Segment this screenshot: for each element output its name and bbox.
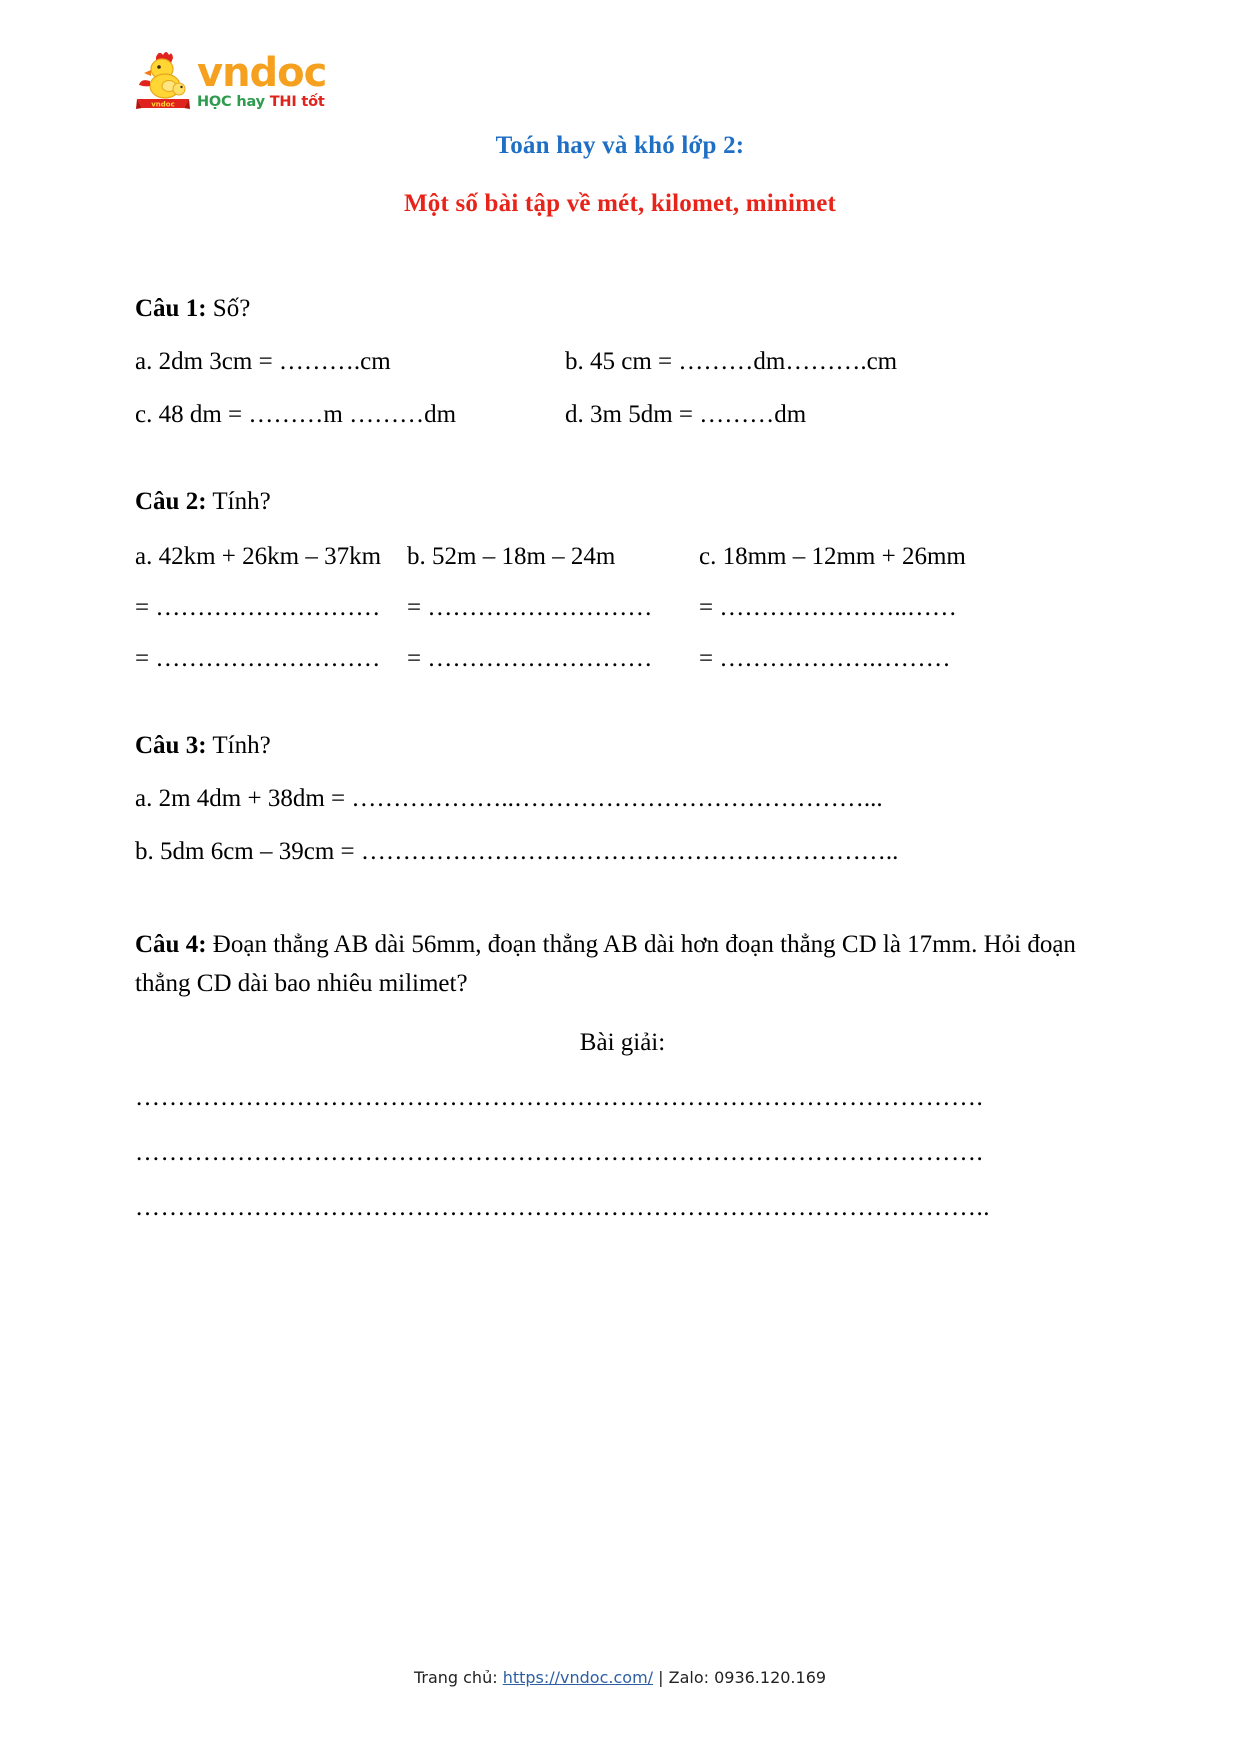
question-3-item-b: b. 5dm 6cm – 39cm = ……………………………………………………….. [135, 838, 899, 865]
chick-mascot-icon [135, 49, 191, 115]
document-title-block [135, 132, 1105, 218]
question-4-heading [135, 926, 1110, 1004]
question-2-answer-a-line-1: = ……………………… [135, 594, 381, 621]
question-4-solution-heading: Bài giải: [579, 1028, 666, 1056]
logo-wordmark [197, 50, 327, 111]
page-footer [0, 1668, 1240, 1687]
question-4-blank-line-2: ………………………………………………………………………………………. [135, 1138, 984, 1166]
page-subtitle: Một số bài tập về mét, kilomet, minimet [403, 190, 837, 217]
question-2-answer-a-line-2: = ……………………… [135, 645, 381, 672]
question-2-answer-b-line-2: = ……………………… [407, 645, 653, 672]
question-1-heading [135, 296, 1110, 321]
spacer [135, 427, 1110, 489]
logo-tagline [197, 95, 326, 110]
worksheet-body [135, 296, 1110, 1220]
question-1-row-cd [135, 402, 1110, 427]
spacer [135, 864, 1110, 926]
question-4-blank-line-1: ………………………………………………………………………………………. [135, 1083, 984, 1111]
svg-text:vndoc: vndoc [151, 100, 175, 109]
footer-prefix: Trang chủ: [413, 1668, 503, 1687]
question-1-item-b: b. 45 cm = ………dm……….cm [565, 348, 898, 375]
question-1-label: Câu 1: [135, 295, 207, 322]
question-4-label: Câu 4: [135, 931, 207, 958]
question-3-prompt: Tính? [212, 732, 271, 759]
site-logo [135, 44, 326, 120]
question-1-item-a: a. 2dm 3cm = ……….cm [135, 348, 391, 375]
page-title: Toán hay và khó lớp 2: [495, 132, 745, 159]
question-3-heading [135, 733, 1110, 758]
question-2-expression-a: a. 42km + 26km – 37km [135, 543, 382, 570]
question-1-item-d: d. 3m 5dm = ………dm [565, 401, 807, 428]
spacer [135, 671, 1110, 733]
question-2-answer-row-1 [135, 595, 1110, 620]
question-2-expressions [135, 544, 1110, 569]
question-2-answer-b-line-1: = ……………………… [407, 594, 653, 621]
logo-tagline-green: HỌC hay [197, 94, 270, 111]
question-2-answer-c-line-2: = ……………….……… [699, 645, 951, 672]
question-2-prompt: Tính? [212, 488, 271, 515]
question-1-item-c: c. 48 dm = ………m ………dm [135, 401, 457, 428]
question-2-heading [135, 489, 1110, 514]
footer-website-link[interactable]: https://vndoc.com/ [502, 1668, 654, 1687]
question-3-label: Câu 3: [135, 732, 207, 759]
question-2-expression-c: c. 18mm – 12mm + 26mm [699, 543, 966, 570]
question-4-text: Đoạn thẳng AB dài 56mm, đoạn thẳng AB dài hơn đoạn thẳng CD là 17mm. Hỏi đoạn thẳng CD dài bao nhiêu milimet? [135, 931, 1076, 997]
question-1-row-ab [135, 349, 1110, 374]
question-4-blank-line-3: ……………………………………………………………………………………….. [135, 1193, 990, 1221]
footer-suffix: | Zalo: 0936.120.169 [653, 1668, 827, 1687]
question-3-item-a: a. 2m 4dm + 38dm = ………………..……………………………………... [135, 785, 883, 812]
question-2-label: Câu 2: [135, 488, 207, 515]
question-1-prompt: Số? [212, 295, 251, 322]
question-2-expression-b: b. 52m – 18m – 24m [407, 543, 616, 570]
question-2-answer-row-2 [135, 646, 1110, 671]
logo-tagline-red: THI tốt [269, 94, 325, 111]
logo-brand-text: vndoc [197, 50, 327, 97]
question-2-answer-c-line-1: = …………………..…… [699, 594, 957, 621]
